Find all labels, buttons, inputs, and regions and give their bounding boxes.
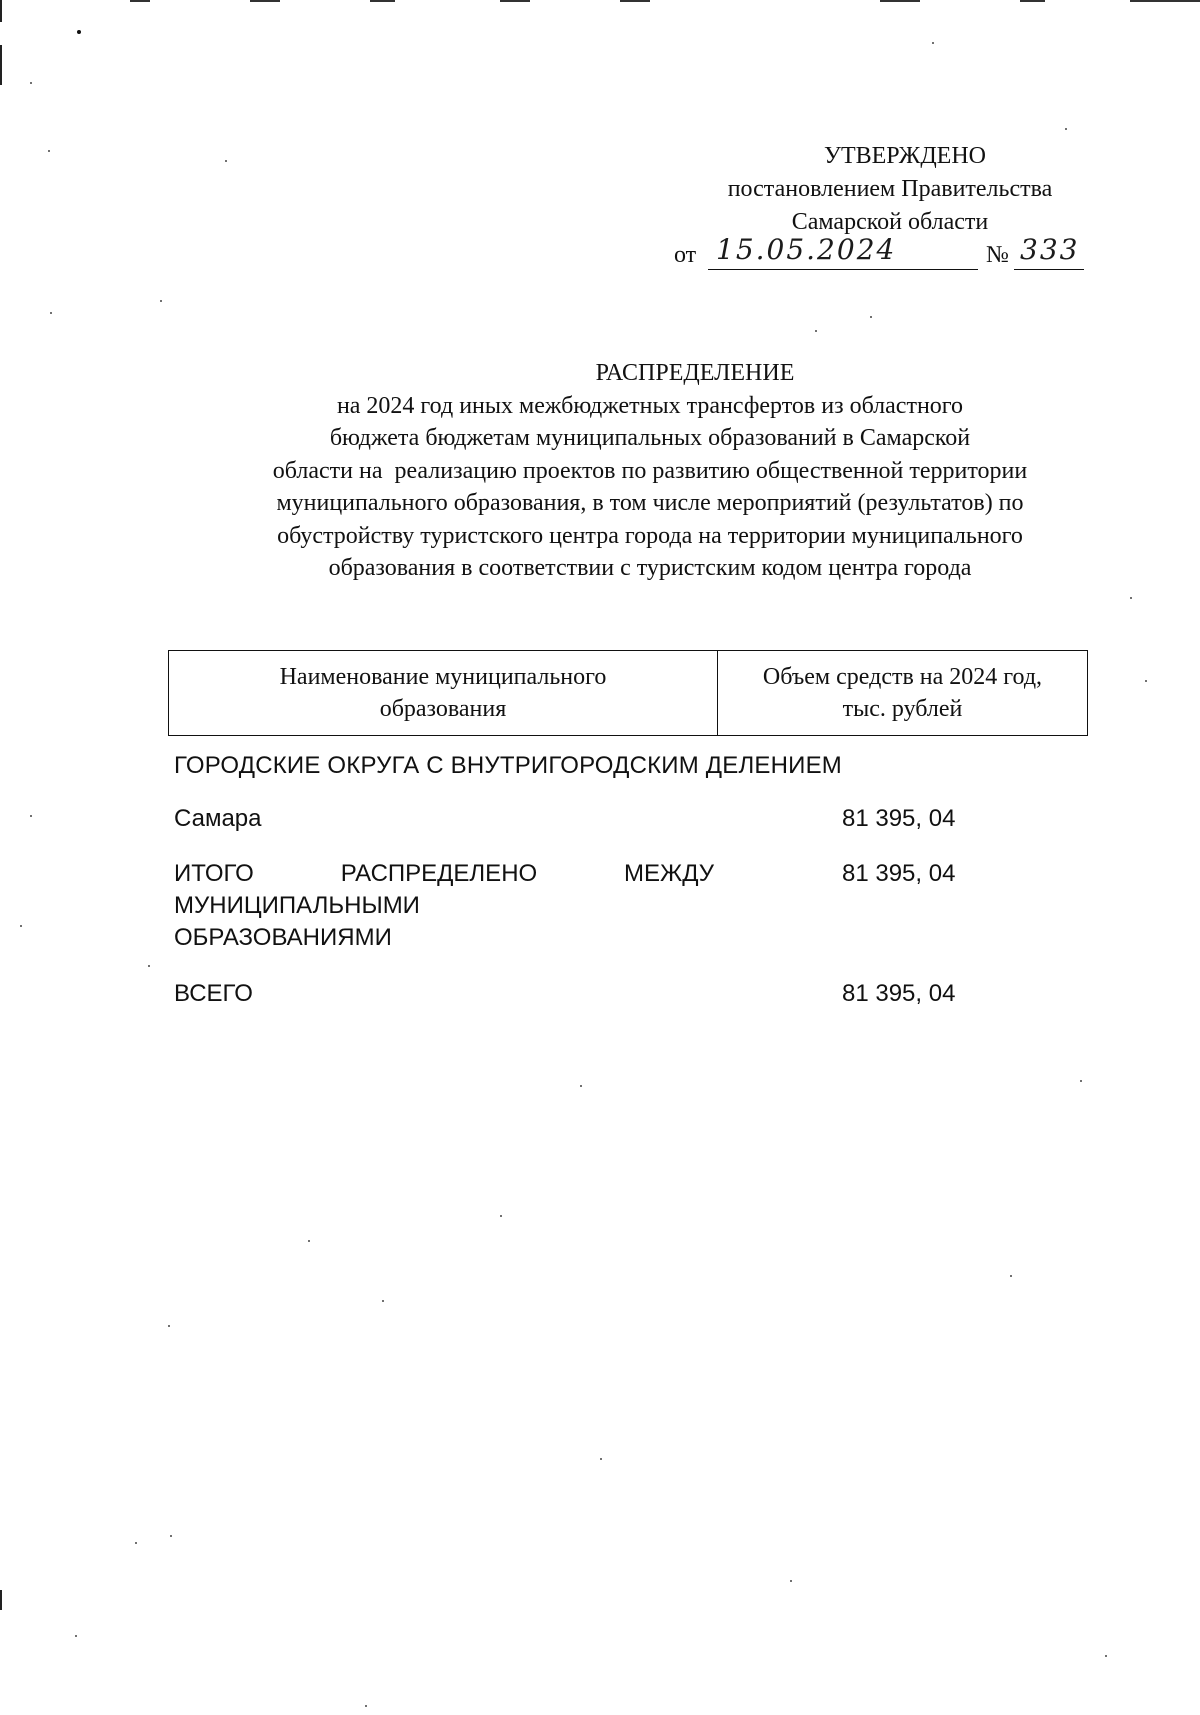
- scan-speck: [580, 1085, 582, 1087]
- scan-speck: [382, 1300, 384, 1302]
- heading-line-2: бюджета бюджетам муниципальных образований в Самарской: [329, 425, 971, 451]
- scan-artifact-line: [130, 0, 150, 2]
- scan-edge-mark: [0, 45, 2, 85]
- approval-line-1: постановлением Правительства: [727, 176, 1053, 202]
- scan-speck: [365, 1705, 367, 1707]
- date-field: [708, 233, 978, 270]
- handwritten-date: 15.05.2024: [716, 233, 897, 266]
- scan-artifact-line: [250, 0, 280, 2]
- scan-speck: [870, 316, 872, 318]
- grand-total-label: ВСЕГО: [174, 980, 253, 1007]
- scan-artifact-line: [500, 0, 530, 2]
- total-value: 81 395, 04: [842, 860, 956, 887]
- section-heading: ГОРОДСКИЕ ОКРУГА С ВНУТРИГОРОДСКИМ ДЕЛЕНИЕМ: [174, 752, 842, 779]
- total-word-2: РАСПРЕДЕЛЕНО: [340, 860, 538, 887]
- approval-title: УТВЕРЖДЕНО: [823, 143, 987, 169]
- heading-line-1: на 2024 год иных межбюджетных трансфертов из областного: [336, 392, 964, 419]
- total-label-line-1: [174, 858, 714, 890]
- scan-speck: [30, 815, 32, 817]
- header-col2-line1: Объем средств на 2024 год,: [762, 664, 1043, 690]
- scan-speck: [148, 965, 150, 967]
- scan-speck: [135, 1542, 137, 1544]
- scan-speck: [170, 1535, 172, 1537]
- number-label: №: [986, 242, 1009, 268]
- date-prefix: от: [674, 242, 697, 268]
- scan-speck: [160, 300, 162, 302]
- total-word-3: МЕЖДУ: [624, 860, 714, 887]
- header-col1-line2: образования: [379, 696, 507, 722]
- grand-total-value: 81 395, 04: [842, 980, 956, 1007]
- scan-speck: [30, 82, 32, 84]
- scan-speck: [225, 160, 227, 162]
- scan-speck: [75, 1635, 77, 1637]
- approval-date-line: [674, 233, 1094, 275]
- approval-line-2: Самарской области: [791, 209, 989, 235]
- header-col-municipality: [169, 651, 718, 735]
- scan-speck: [500, 1215, 502, 1217]
- scan-speck: [308, 1240, 310, 1242]
- scan-speck: [77, 30, 81, 34]
- scan-speck: [1080, 1080, 1082, 1082]
- heading-title: РАСПРЕДЕЛЕНИЕ: [595, 360, 795, 386]
- scan-speck: [600, 1458, 602, 1460]
- header-col1-line1: Наименование муниципального: [279, 664, 607, 690]
- heading-line-6: образования в соответствии с туристским кодом центра города: [328, 555, 972, 581]
- scan-edge-mark: [0, 1590, 2, 1610]
- scan-artifact-line: [370, 0, 395, 2]
- handwritten-number: 333: [1020, 233, 1080, 266]
- scan-speck: [815, 330, 817, 332]
- scan-speck: [20, 925, 22, 927]
- header-col2-line2: тыс. рублей: [842, 696, 963, 722]
- scan-speck: [790, 1580, 792, 1582]
- scan-edge-mark: [0, 0, 2, 22]
- scan-speck: [1130, 597, 1132, 599]
- number-field: [1014, 233, 1084, 270]
- total-word-1: ИТОГО: [174, 860, 254, 887]
- heading-line-3: области на реализацию проектов по развитию общественной территории: [272, 457, 1028, 484]
- total-label-line-2: МУНИЦИПАЛЬНЫМИ: [174, 892, 420, 919]
- document-heading: [180, 357, 1120, 585]
- row-value-samara: 81 395, 04: [842, 805, 956, 832]
- scan-artifact-line: [1130, 0, 1200, 2]
- scan-speck: [1105, 1655, 1107, 1657]
- scan-artifact-line: [1020, 0, 1045, 2]
- scan-speck: [168, 1325, 170, 1327]
- scan-artifact-line: [880, 0, 920, 2]
- total-label: [174, 858, 714, 954]
- scan-artifact-line: [620, 0, 650, 2]
- scan-speck: [932, 42, 934, 44]
- table-header: [168, 650, 1088, 736]
- heading-line-5: обустройству туристского центра города на территории муниципального: [277, 522, 1023, 549]
- scan-speck: [1010, 1275, 1012, 1277]
- scan-speck: [50, 312, 52, 314]
- header-col-amount: [718, 651, 1087, 735]
- scan-speck: [1065, 128, 1067, 130]
- scan-speck: [1145, 680, 1147, 682]
- row-name-samara: Самара: [174, 805, 262, 832]
- approval-stamp-block: [674, 140, 1100, 268]
- total-label-line-3: ОБРАЗОВАНИЯМИ: [174, 924, 392, 951]
- scan-speck: [48, 150, 50, 152]
- heading-line-4: муниципального образования, в том числе мероприятий (результатов) по: [276, 490, 1024, 516]
